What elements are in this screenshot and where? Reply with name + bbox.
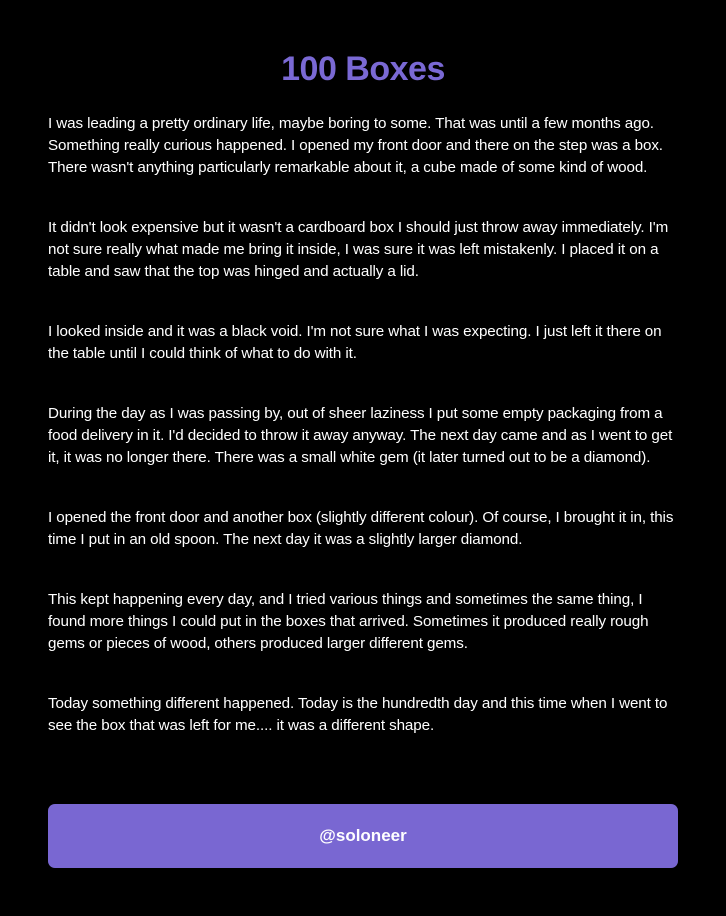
story-paragraph-4: During the day as I was passing by, out of sheer laziness I put some empty packaging from a food delivery in it. I'd decided to throw it away anyway. The next day came and as I went to get it, it was no longer there. There was a small white gem (it later turned out to be a diamond).: [48, 405, 673, 466]
author-handle-button[interactable]: [48, 804, 678, 868]
story-paragraph-2: It didn't look expensive but it wasn't a cardboard box I should just throw away immediately. I'm not sure really what made me bring it inside, I was sure it was left mistakenly. I placed it on a table and saw that the top was hinged and actually a lid.: [48, 219, 669, 280]
author-handle-label: @soloneer: [319, 826, 407, 845]
story-paragraph-3: I looked inside and it was a black void. I'm not sure what I was expecting. I just left it there on the table until I could think of what to do with it.: [48, 323, 662, 362]
story-paragraph-1: I was leading a pretty ordinary life, maybe boring to some. That was until a few months ago. Something really curious happened. I opened my front door and there on the step was a box. There wasn't anything particularly remarkable about it, a cube made of some kind of wood.: [48, 115, 663, 176]
story-body: [48, 113, 678, 737]
story-paragraph-7: Today something different happened. Today is the hundredth day and this time when I went to see the box that was left for me.... it was a different shape.: [48, 695, 668, 734]
story-page: [48, 0, 678, 737]
story-paragraph-6: This kept happening every day, and I tried various things and sometimes the same thing, I found more things I could put in the boxes that arrived. Sometimes it produced really rough gems or pieces of wood, others produced larger different gems.: [48, 591, 649, 652]
page-title: 100 Boxes: [281, 50, 445, 88]
story-paragraph-5: I opened the front door and another box (slightly different colour). Of course, I brought it in, this time I put in an old spoon. The next day it was a slightly larger diamond.: [48, 509, 674, 548]
